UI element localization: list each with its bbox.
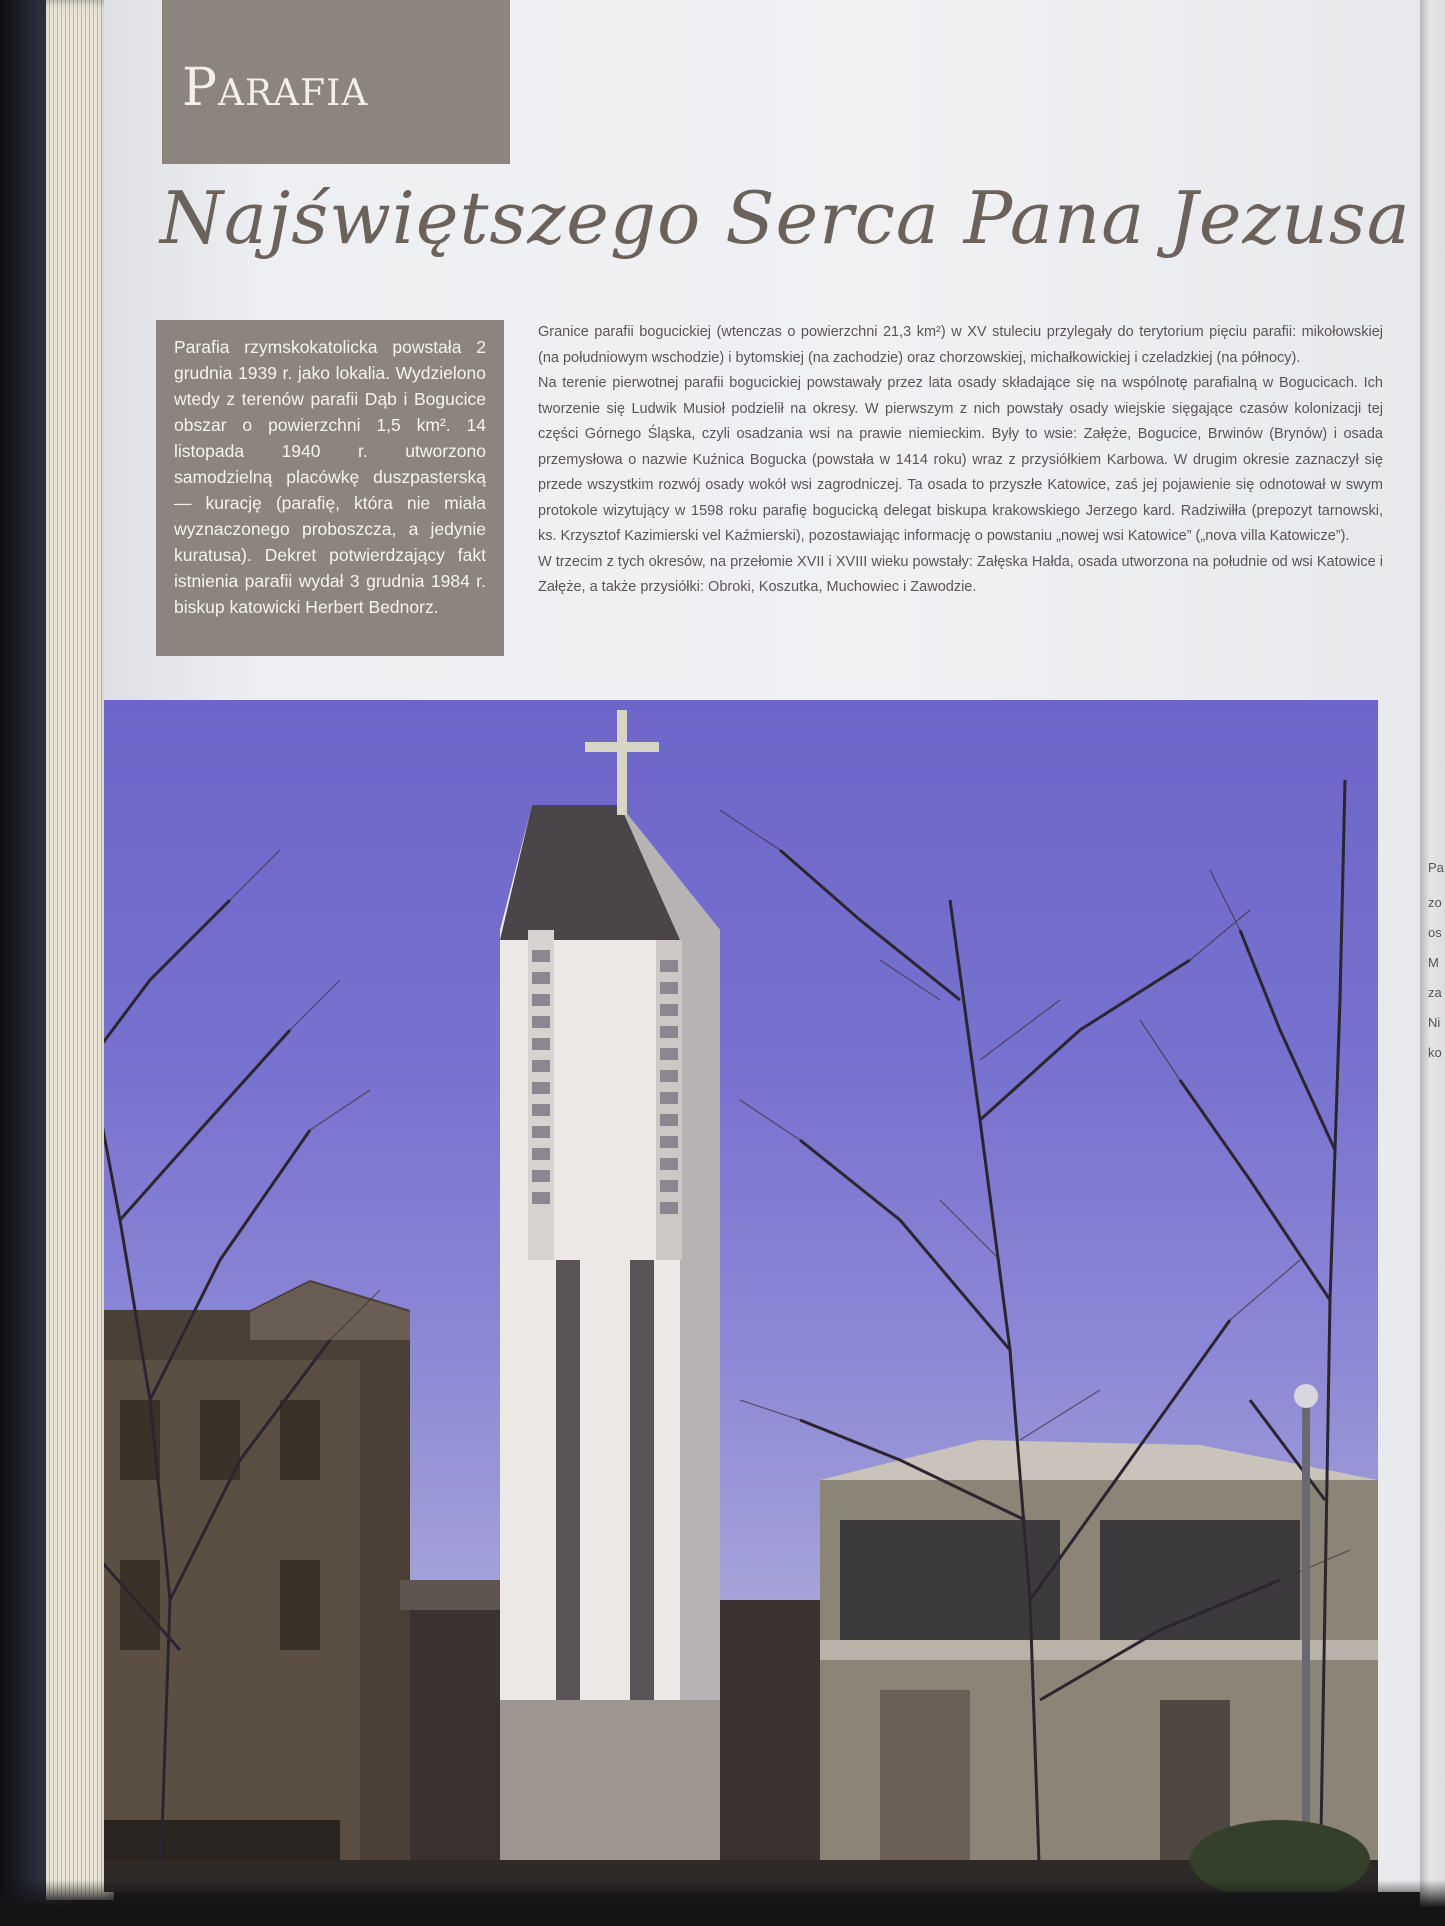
paragraph-2: Na terenie pierwotnej parafii bogucickiej powstawały przez lata osady składające się na wspólnotę parafialną w Bogucicach. Ich tworzenie się Ludwik Musioł podzielił na okresy. W pierwszym z nich powstały osady wiejskie sięgające czasów kolonizacji tej części Górnego Śląska, czyli osadzania wsi na prawie niemieckim. Były to wsie: Załęże, Bogucice, Brwinów (Brynów) i osada przemysłowa o nazwie Kuźnica Bogucka (powstała w 1414 roku) wraz z przysiółkiem Karbowa. W drugim okresie zaznaczył się przede wszystkim rozwój osady wokół wsi zagrodniczej. Ta osada to przyszłe Katowice, zaś jej pojawienie się odnotował w swym protokole wizytujący w 1598 roku parafię bogucicką delegat biskupa krakowskiego Jerzego kard. Radziwiłła (prepozyt tarnowski, ks. Krzysztof Kazimierski vel Kaźmierski), pozostawiając informację o powstaniu „nowej wsi Katowice” („nova villa Katowicze”).	[538, 375, 1383, 544]
section-label: Parafia	[182, 58, 369, 118]
magazine-page	[104, 0, 1422, 1892]
paragraph-3: W trzecim z tych okresów, na przełomie XVII i XVIII wieku powstały: Załęska Hałda, osada utworzona na południe od wsi Katowice i Załęże, a także przysiółki: Obroki, Koszutka, Muchowiec i Zawodzie.	[538, 553, 1383, 595]
article-body	[538, 320, 1383, 601]
church-photo	[104, 700, 1378, 1892]
page-title: Najświętszego Serca Pana Jezusa	[160, 176, 1411, 260]
bell-tower	[500, 710, 720, 1892]
sidebar-text: Parafia rzymskokatolicka powstała 2 grudnia 1939 r. jako lokalia. Wydzielono wtedy z terenów parafii Dąb i Bogucice obszar o powierzchni 1,5 km². 14 listopada 1940 r. utworzono samodzielną placówkę duszpasterską — kurację (parafię, która nie miała wyznaczonego proboszcza, a jedynie kuratusa). Dekret potwierdzający fakt istnienia parafii wydał 3 grudnia 1984 r. biskup katowicki Herbert Bednorz.	[174, 337, 486, 617]
lamp-post	[1302, 1400, 1310, 1892]
sidebar-box	[156, 320, 504, 656]
paragraph-1: Granice parafii bogucickiej (wtenczas o powierzchni 21,3 km²) w XV stuleciu przylegały do terytorium pięciu parafii: mikołowskiej (na południowym wschodzie) i bytomskiej (na zachodzie) oraz chorzowskiej, michałkowickiej i czeladzkiej (na północy).	[538, 324, 1383, 366]
next-page-edge: Pa zo os M za Ni ko	[1420, 0, 1445, 1926]
page-bottom-shadow	[0, 1880, 1445, 1926]
church-illustration	[104, 700, 1378, 1892]
section-tab	[162, 0, 510, 164]
cross	[617, 710, 627, 815]
